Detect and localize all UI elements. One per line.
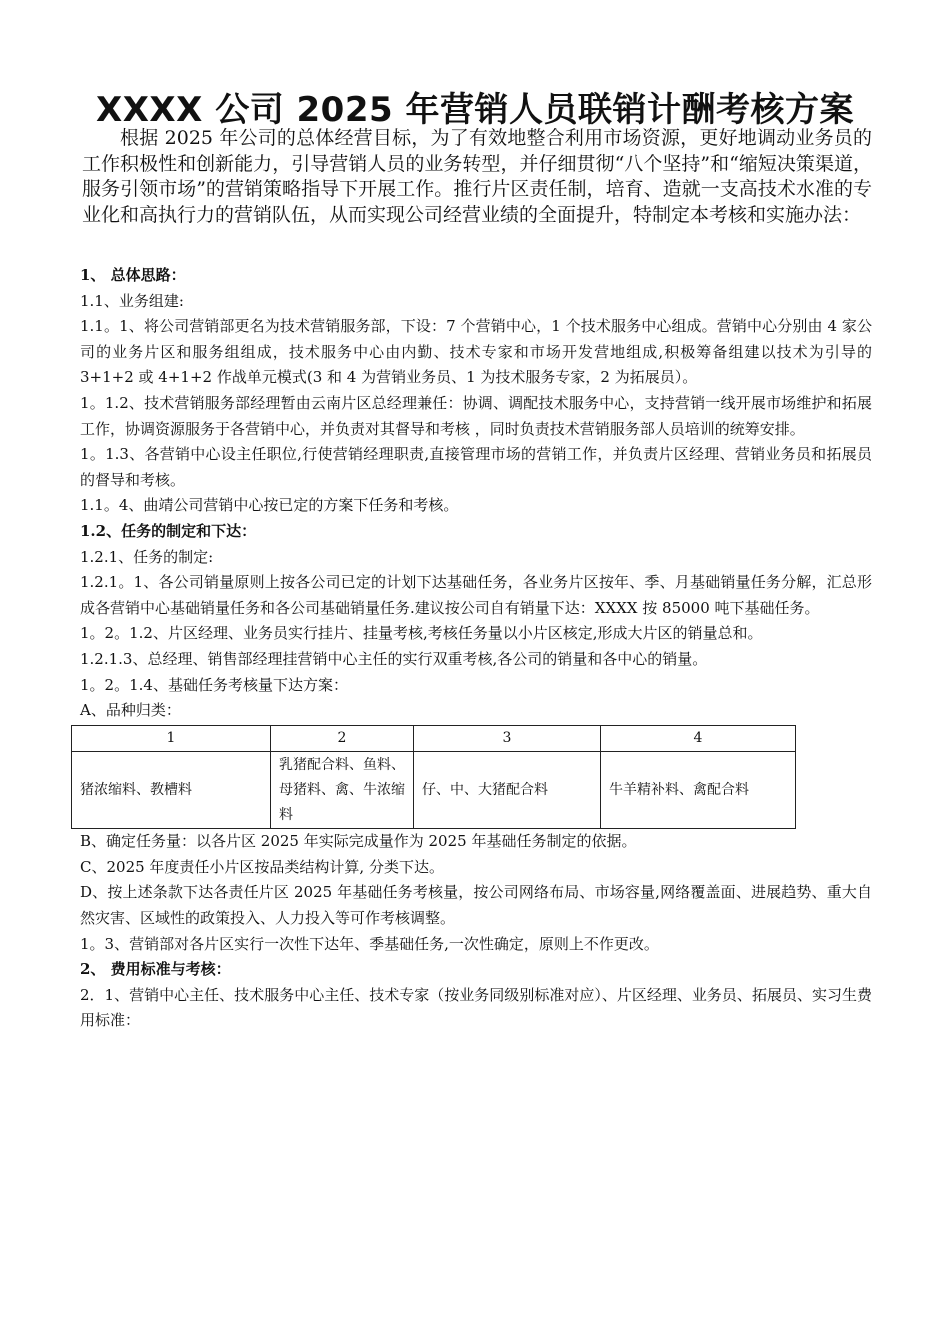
table-cell: 仔、中、大猪配合料	[414, 752, 601, 829]
table-header-row	[72, 725, 796, 752]
document-title: XXXX 公司 2025 年营销人员联销计酬考核方案	[96, 90, 854, 130]
paragraph: 1。1.3、各营销中心设主任职位,行使营销经理职责,直接管理市场的营销工作，并负责片区经理、营销业务员和拓展员的督导和考核。	[80, 445, 872, 489]
paragraph: 1.2.1。1、各公司销量原则上按各公司已定的计划下达基础任务，各业务片区按年、季、月基础销量任务分解，汇总形成各营销中心基础销量任务和各公司基础销量任务.建议按公司自有销量下达：XXXX 按 85000 吨下基础任务。	[80, 573, 872, 617]
section-heading: 1、 总体思路：	[80, 266, 186, 284]
section-heading: 2、 费用标准与考核：	[80, 960, 231, 979]
paragraph: 1.1。4、曲靖公司营销中心按已定的方案下任务和考核。	[80, 496, 459, 515]
intro-paragraph: 根据 2025 年公司的总体经营目标，为了有效地整合利用市场资源，更好地调动业务员的工作积极性和创新能力，引导营销人员的业务转型，并仔细贯彻“八个坚持”和“缩短决策渠道，服务引领市场”的营销策略指导下开展工作。推行片区责任制，培育、造就一支高技术水准的专业化和高执行力的营销队伍，从而实现公司经营业绩的全面提升，特制定本考核和实施办法：	[82, 127, 872, 226]
table-header-cell: 3	[414, 725, 601, 752]
table-header-cell: 2	[271, 725, 414, 752]
paragraph: 1.1。1、将公司营销部更名为技术营销服务部，下设：7 个营销中心，1 个技术服务中心组成。营销中心分别由 4 家公司的业务片区和服务组组成，技术服务中心由内勤、技术专家和市场开发营地组成,积极筹备组建以技术为引导的 3+1+2 或 4+1+2 作战单元模式(3 和 4 为营销业务员、1 为技术服务专家，2 为拓展员）。	[80, 317, 872, 387]
paragraph: 1.2.1、任务的制定:	[80, 547, 214, 566]
paragraph: A、品种归类：	[80, 701, 181, 720]
paragraph: 2．1、营销中心主任、技术服务中心主任、技术专家（按业务同级别标准对应）、片区经理、业务员、拓展员、实习生费用标准：	[80, 985, 872, 1030]
document-body	[80, 263, 872, 1034]
table-header-cell: 1	[72, 725, 271, 752]
table-header-cell: 4	[601, 725, 796, 752]
paragraph: C、2025 年度责任小片区按品类结构计算, 分类下达。	[80, 857, 444, 876]
paragraph: 1。3、营销部对各片区实行一次性下达年、季基础任务,一次性确定，原则上不作更改。	[80, 934, 659, 953]
paragraph: 1.1、业务组建:	[80, 291, 184, 310]
paragraph: 1。2。1.4、基础任务考核量下达方案：	[80, 675, 348, 694]
paragraph: 1。1.2、技术营销服务部经理暂由云南片区总经理兼任：协调、调配技术服务中心，支持营销一线开展市场维护和拓展工作，协调资源服务于各营销中心，并负责对其督导和考核 ，同时负责技术营销服务部人员培训的统筹安排。	[80, 393, 872, 438]
paragraph: B、确定任务量：以各片区 2025 年实际完成量作为 2025 年基础任务制定的依据。	[80, 832, 637, 851]
category-table	[71, 725, 796, 830]
table-cell: 牛羊精补料、禽配合料	[601, 752, 796, 829]
table-cell: 猪浓缩料、教槽料	[72, 752, 271, 829]
table-cell: 乳猪配合料、鱼料、母猪料、禽、牛浓缩料	[271, 752, 414, 829]
paragraph: D、按上述条款下达各责任片区 2025 年基础任务考核量，按公司网络布局、市场容量,网络覆盖面、进展趋势、重大自然灾害、区域性的政策投入、人力投入等可作考核调整。	[80, 883, 872, 928]
section-heading: 1.2、任务的制定和下达：	[80, 521, 257, 540]
paragraph: 1.2.1.3、总经理、销售部经理挂营销中心主任的实行双重考核,各公司的销量和各中心的销量。	[80, 649, 708, 668]
paragraph: 1。2。1.2、片区经理、业务员实行挂片、挂量考核,考核任务量以小片区核定,形成大片区的销量总和。	[80, 624, 763, 643]
table-row	[72, 752, 796, 829]
